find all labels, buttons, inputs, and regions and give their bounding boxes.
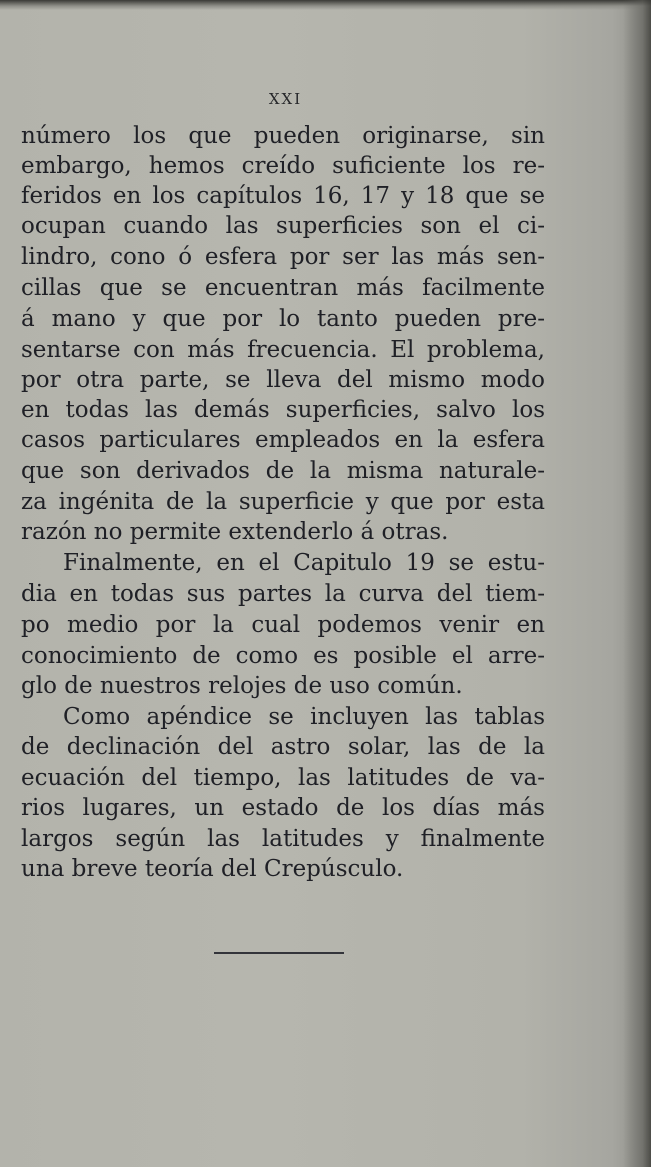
text-line: dia en todas sus partes la curva del tiem- (21, 581, 545, 607)
text-line: número los que pueden originarse, sin (21, 123, 545, 149)
text-line: glo de nuestros relojes de uso común. (21, 673, 463, 699)
text-line: feridos en los capítulos 16, 17 y 18 que se (21, 183, 545, 209)
text-line: ecuación del tiempo, las latitudes de va- (21, 765, 545, 791)
text-line: conocimiento de como es posible el arre- (21, 643, 545, 669)
paragraph-first-line: Finalmente, en el Capitulo 19 se estu- (63, 550, 545, 576)
page-number: XXI (268, 90, 303, 108)
text-line: rios lugares, un estado de los días más (21, 795, 545, 821)
text-line: por otra parte, se lleva del mismo modo (21, 367, 545, 393)
text-line: ocupan cuando las superficies son el ci- (21, 213, 545, 239)
text-line: cillas que se encuentran más facilmente (21, 275, 545, 301)
text-line: en todas las demás superficies, salvo los (21, 397, 545, 423)
text-line: que son derivados de la misma naturale- (21, 458, 545, 484)
text-line: za ingénita de la superficie y que por esta (21, 489, 545, 515)
text-line: de declinación del astro solar, las de la (21, 734, 545, 760)
text-line: largos según las latitudes y finalmente (21, 826, 545, 852)
text-line: razón no permite extenderlo á otras. (21, 519, 449, 545)
text-line: embargo, hemos creído suficiente los re- (21, 153, 545, 179)
text-line: una breve teoría del Crepúsculo. (21, 856, 404, 882)
section-end-rule (214, 952, 344, 954)
text-line: sentarse con más frecuencia. El problema, (21, 337, 545, 363)
paragraph-first-line: Como apéndice se incluyen las tablas (63, 704, 545, 730)
text-line: casos particulares empleados en la esfera (21, 427, 545, 453)
text-line: lindro, cono ó esfera por ser las más sen- (21, 244, 545, 270)
text-line: po medio por la cual podemos venir en (21, 612, 545, 638)
text-line: á mano y que por lo tanto pueden pre- (21, 306, 545, 332)
